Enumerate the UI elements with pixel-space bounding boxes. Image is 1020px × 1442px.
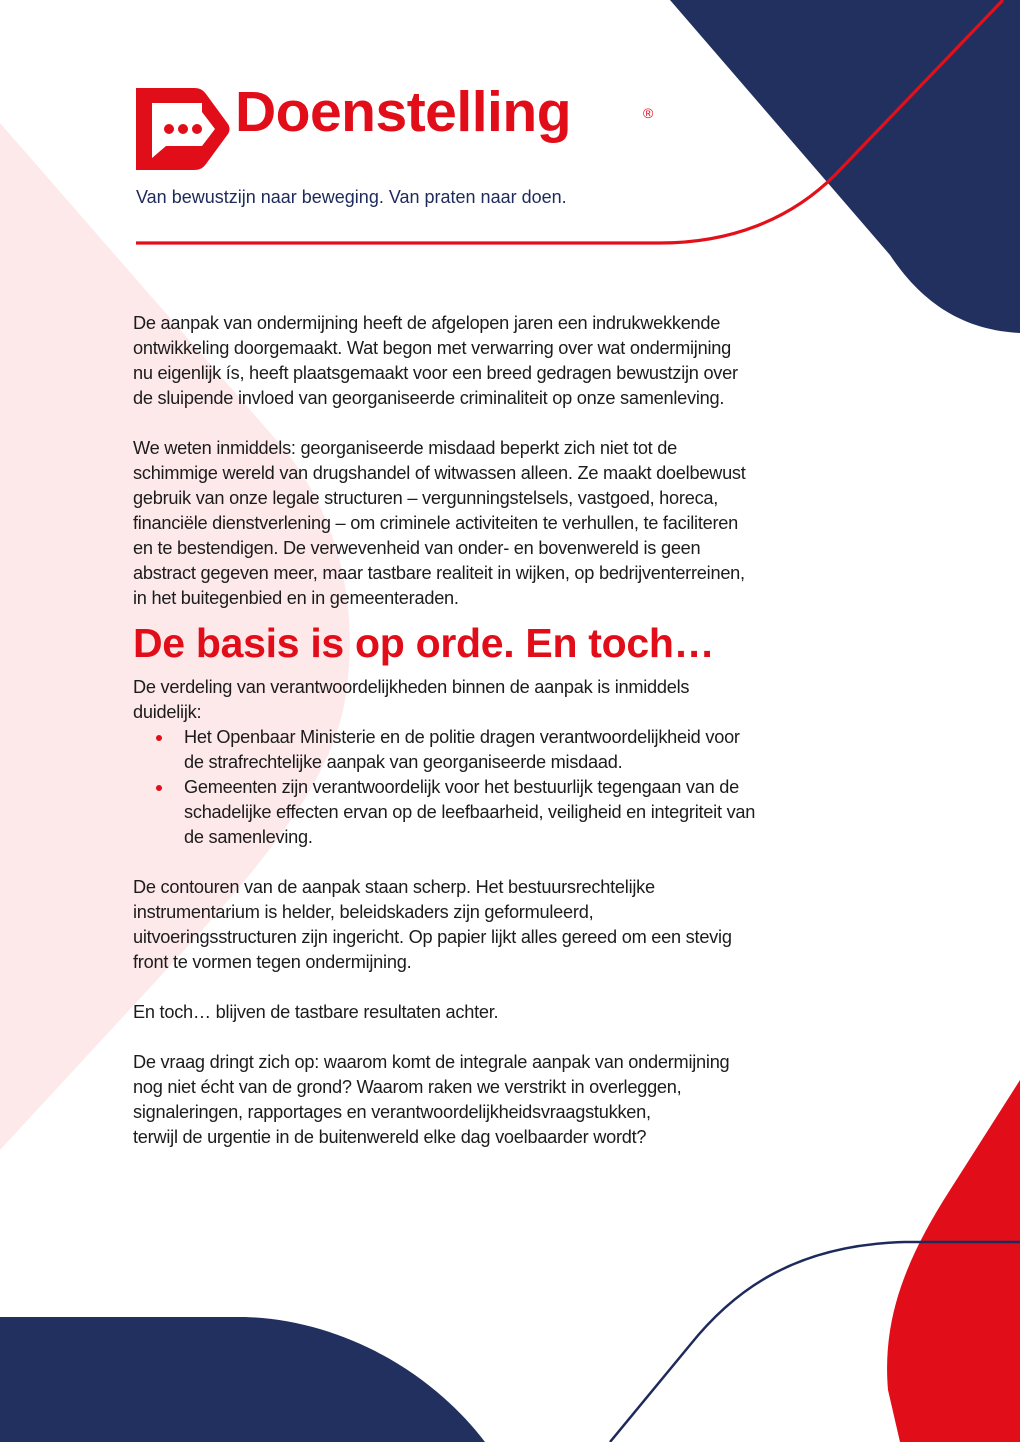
brand-name: Doenstelling <box>235 80 572 144</box>
text-line: financiële dienstverlening – om criminele activiteiten te verhullen, te faciliteren <box>133 513 739 533</box>
text-line: Gemeenten zijn verantwoordelijk voor het bestuurlijk tegengaan van de <box>184 777 739 797</box>
text-line: de strafrechtelijke aanpak van georganiseerde misdaad. <box>184 752 623 772</box>
tagline: Van bewustzijn naar beweging. Van praten naar doen. <box>136 187 567 207</box>
text-line: nog niet écht van de grond? Waarom raken we verstrikt in overleggen, <box>133 1077 682 1097</box>
text-line: terwijl de urgentie in de buitenwereld elke dag voelbaarder wordt? <box>133 1127 647 1147</box>
intro-paragraph-2 <box>133 436 873 611</box>
text-line: nu eigenlijk ís, heeft plaatsgemaakt voor een breed gedragen bewustzijn over <box>133 363 738 383</box>
text-line: ontwikkeling doorgemaakt. Wat begon met verwarring over wat ondermijning <box>133 338 731 358</box>
text-line: De aanpak van ondermijning heeft de afgelopen jaren een indrukwekkende <box>133 313 721 333</box>
section-paragraph-4 <box>133 1050 873 1150</box>
text-line: de samenleving. <box>184 827 313 847</box>
bullet-icon <box>156 785 162 791</box>
text-line: abstract gegeven meer, maar tastbare realiteit in wijken, op bedrijventerreinen, <box>133 563 745 583</box>
text-line: duidelijk: <box>133 702 202 722</box>
text-line: Het Openbaar Ministerie en de politie dragen verantwoordelijkheid voor <box>184 727 740 747</box>
red-shape-bottom-right <box>887 1080 1020 1442</box>
dot-icon <box>164 124 174 134</box>
text-line: signaleringen, rapportages en verantwoordelijkheidsvraagstukken, <box>133 1102 651 1122</box>
text-line: De contouren van de aanpak staan scherp. Het bestuursrechtelijke <box>133 877 655 897</box>
text-line: We weten inmiddels: georganiseerde misdaad beperkt zich niet tot de <box>133 438 678 458</box>
text-line: instrumentarium is helder, beleidskaders zijn geformuleerd, <box>133 902 594 922</box>
text-line: in het buitegenbied en in gemeenteraden. <box>133 588 459 608</box>
list-item <box>133 775 873 850</box>
text-line: gebruik van onze legale structuren – vergunningstelsels, vastgoed, horeca, <box>133 488 719 508</box>
text-line: uitvoeringsstructuren zijn ingericht. Op papier lijkt alles gereed om een stevig <box>133 927 732 947</box>
section-paragraph-3 <box>133 1000 873 1025</box>
text-line: De verdeling van verantwoordelijkheden binnen de aanpak is inmiddels <box>133 677 690 697</box>
text-line: De vraag dringt zich op: waarom komt de integrale aanpak van ondermijning <box>133 1052 730 1072</box>
bullet-icon <box>156 735 162 741</box>
list-item <box>133 725 873 775</box>
dot-icon <box>178 124 188 134</box>
registered-mark: ® <box>643 105 654 121</box>
text-line: schadelijke effecten ervan op de leefbaarheid, veiligheid en integriteit van <box>184 802 756 822</box>
dot-icon <box>192 124 202 134</box>
responsibility-list <box>133 725 873 850</box>
section-paragraph-1 <box>133 675 873 725</box>
text-line: schimmige wereld van drugshandel of witwassen alleen. Ze maakt doelbewust <box>133 463 746 483</box>
logo-icon <box>136 88 230 170</box>
intro-paragraph-1 <box>133 311 873 411</box>
section-heading: De basis is op orde. En toch… <box>133 620 715 666</box>
section-paragraph-2 <box>133 875 873 975</box>
navy-shape-bottom-left <box>0 1317 485 1442</box>
text-line: front te vormen tegen ondermijning. <box>133 952 412 972</box>
text-line: de sluipende invloed van georganiseerde criminaliteit op onze samenleving. <box>133 388 725 408</box>
text-line: En toch… blijven de tastbare resultaten achter. <box>133 1002 499 1022</box>
main-content <box>133 311 873 1150</box>
text-line: en te bestendigen. De verwevenheid van onder- en bovenwereld is geen <box>133 538 701 558</box>
